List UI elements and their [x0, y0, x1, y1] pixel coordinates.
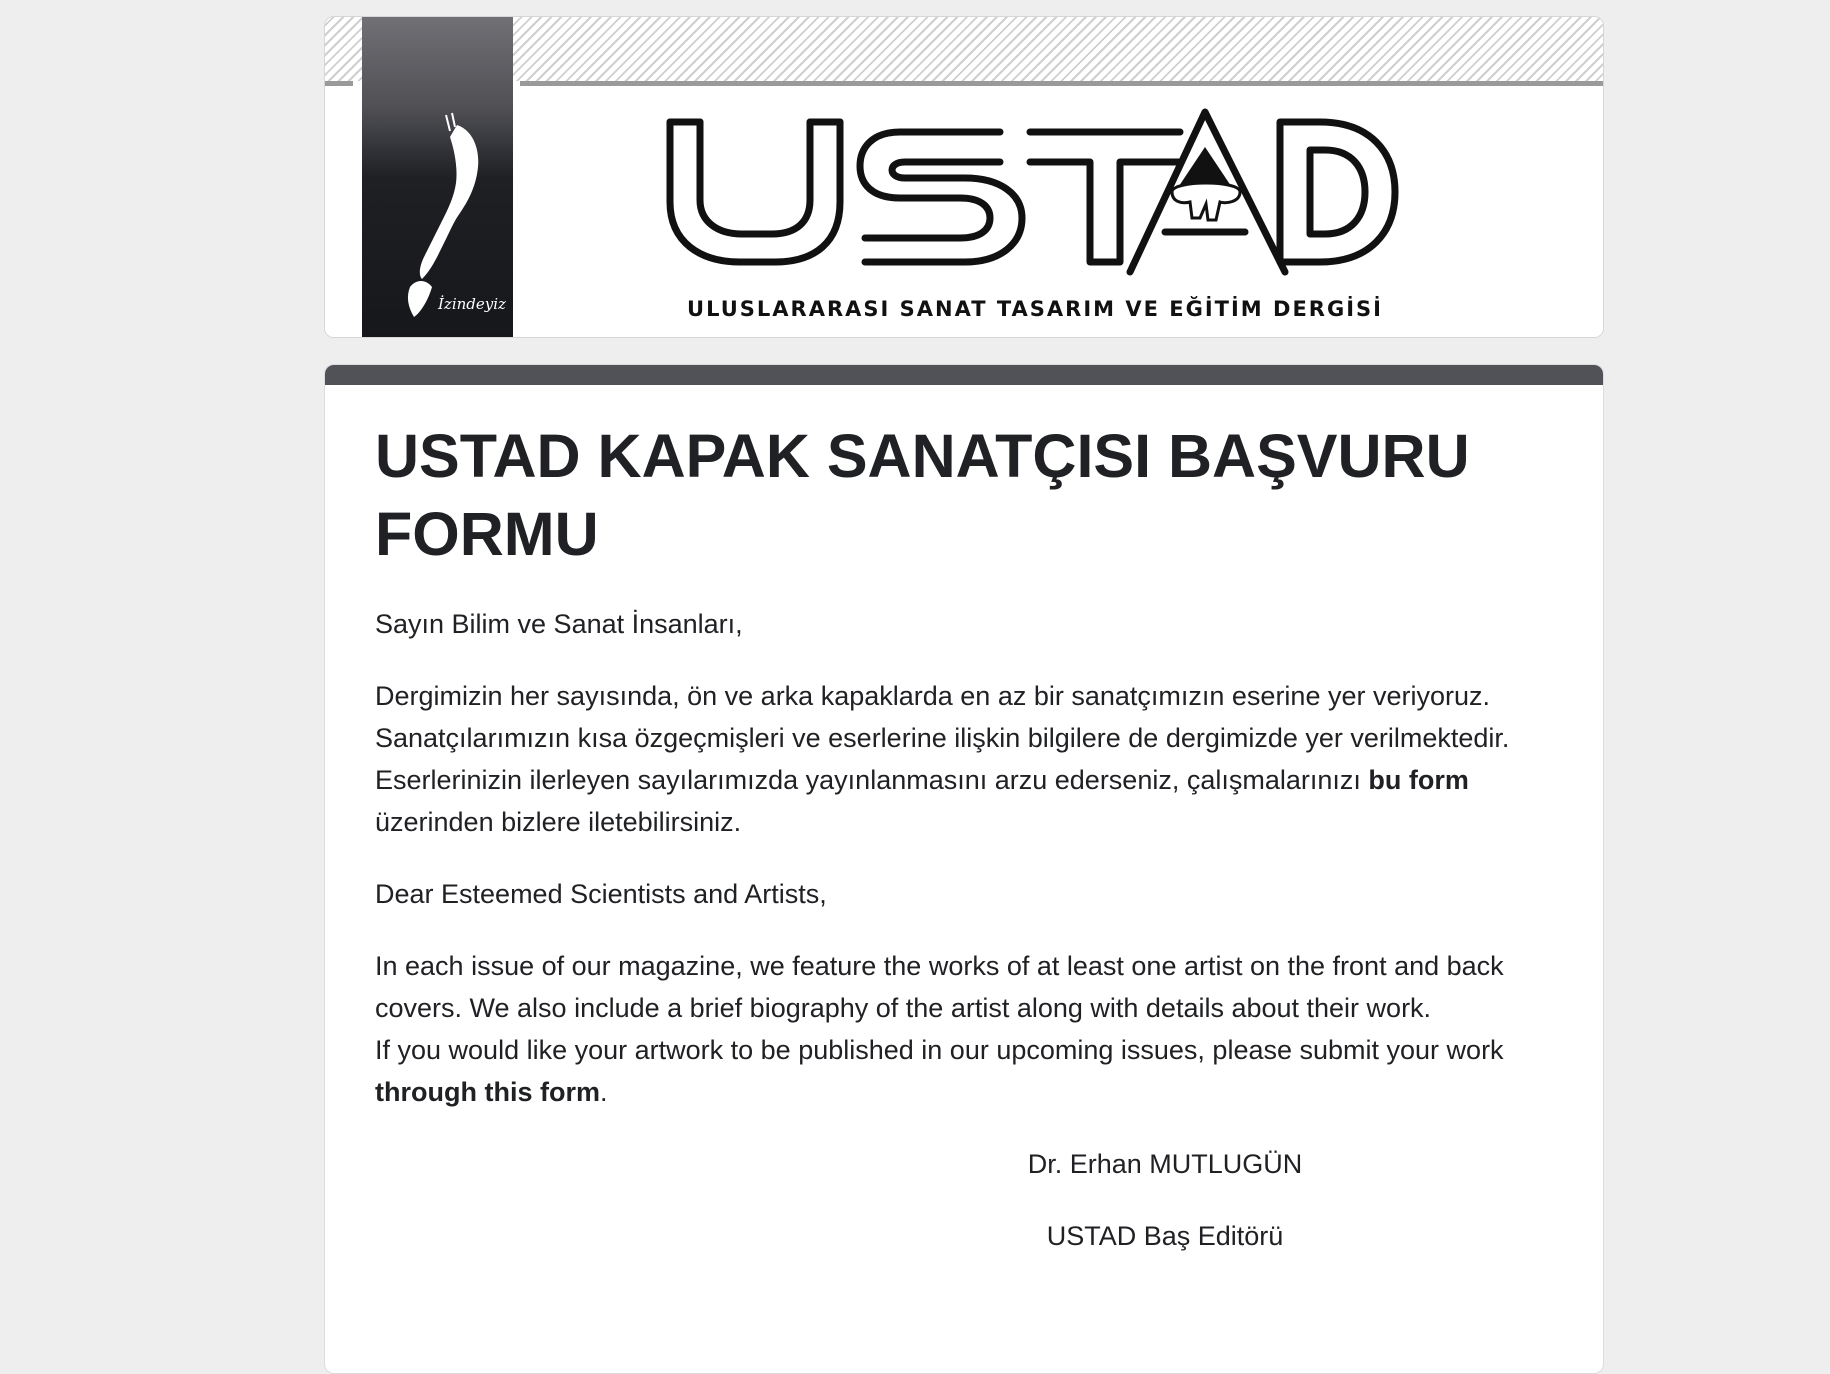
body-tr-2: Eserlerinizin ilerleyen sayılarımızda yayınlanmasını arzu ederseniz, çalışmalarınızı bu form üzerinden bizlere iletebilirsiniz.: [375, 765, 1469, 837]
signature-role: USTAD Baş Editörü: [1046, 1221, 1284, 1251]
form-link-tr: bu form: [1368, 765, 1469, 795]
banner-stripe-pattern: [325, 17, 1603, 81]
form-title: USTAD KAPAK SANATÇISI BAŞVURU FORMU: [375, 422, 1470, 568]
greeting-en: Dear Esteemed Scientists and Artists,: [375, 879, 827, 909]
body-en-2: If you would like your artwork to be published in our upcoming issues, please submit your work through this form.: [375, 1035, 1504, 1107]
form-description: [375, 417, 1555, 1287]
form-link-en: through this form: [375, 1077, 600, 1107]
body-tr-1: Dergimizin her sayısında, ön ve arka kapaklarda en az bir sanatçımızın eserine yer veriyoruz. Sanatçılarımızın kısa özgeçmişleri ve eserlerine ilişkin bilgilere de dergimizde yer verilmektedir.: [375, 681, 1510, 753]
portrait-silhouette-image: [362, 17, 513, 338]
signature-name: Dr. Erhan MUTLUGÜN: [1027, 1149, 1303, 1179]
card-accent-bar: [325, 365, 1603, 385]
form-header-card: [324, 364, 1604, 1374]
ustad-logo: [660, 92, 1400, 292]
body-en-1: In each issue of our magazine, we feature the works of at least one artist on the front and back covers. We also include a brief biography of the artist along with details about their work.: [375, 951, 1504, 1023]
banner-subtitle: ULUSLARARASI SANAT TASARIM VE EĞİTİM DERGİSİ: [687, 297, 1383, 321]
header-banner: [324, 16, 1604, 338]
greeting-tr: Sayın Bilim ve Sanat İnsanları,: [375, 609, 743, 639]
portrait-caption: İzindeyiz: [438, 295, 506, 313]
